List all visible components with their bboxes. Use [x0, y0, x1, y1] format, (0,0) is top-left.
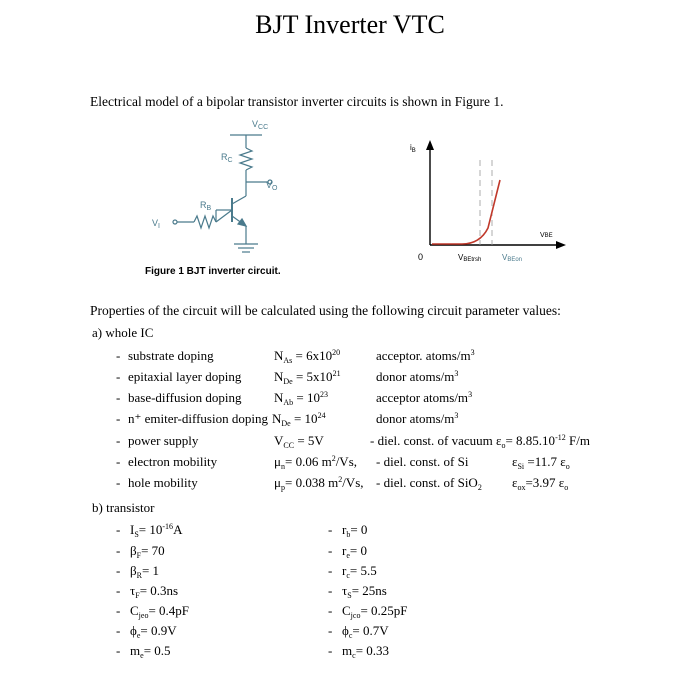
param-unit: donor atoms/$m^3$: [376, 411, 459, 426]
transistor-param: $\tau_F= 0.3ns$: [130, 583, 179, 600]
vi-terminal: [173, 220, 177, 224]
vbe-thresh-label: VBEtrsh: [458, 253, 482, 263]
param-name: power supply: [128, 433, 199, 448]
vbe-axis-arrow: [556, 241, 566, 249]
origin-label: 0: [418, 252, 424, 262]
intro-text: Electrical model of a bipolar transistor inverter circuits is shown in Figure 1.: [90, 94, 504, 109]
param-value: $N_{As} = 6x10^{20}$: [274, 348, 341, 365]
transistor-param: $\beta_R= 1$: [130, 563, 160, 580]
param-value: $N_{De} = 10^{24}$: [272, 411, 326, 428]
param-name: base-diffusion doping: [128, 390, 242, 405]
param-value: $N_{De} = 5x10^{21}$: [274, 369, 341, 386]
transistor-param: $\phi_c= 0.7V$: [342, 623, 389, 640]
param-name: hole mobility: [128, 475, 198, 490]
eps-si: $\varepsilon_{Si} =11.7$ $\varepsilon_o$: [512, 454, 570, 471]
eps-ox: $\varepsilon_{ox}=3.97$ $\varepsilon_o$: [512, 475, 569, 492]
transistor-param: $C_{jeo}= 0.4pF$: [130, 603, 190, 620]
figure-caption: Figure 1 BJT inverter circuit.: [145, 266, 281, 277]
transistor-param: $m_e= 0.5$: [130, 643, 171, 660]
param-unit: acceptor atoms/$m^3$: [376, 390, 473, 405]
param-value: $N_{Ab} = 10^{23}$: [274, 390, 329, 407]
transistor-param: $r_e= 0$: [342, 543, 367, 560]
transistor-param: $\beta_F= 70$: [130, 543, 165, 560]
emitter-arrow: [238, 219, 246, 226]
param-unit: acceptor. atoms/$m^3$: [376, 348, 475, 363]
param-value: $\mu_p= 0.038$ $m^2/Vs$,: [274, 475, 364, 492]
figure-1: [0, 0, 700, 290]
transistor-param: $C_{jco}= 0.25pF$: [342, 603, 408, 620]
vcc-label: $V_{CC}$: [252, 119, 269, 131]
transistor-collector: [232, 196, 246, 204]
section-b-heading: b) transistor: [92, 500, 155, 515]
rb-label: $R_B$: [200, 200, 212, 212]
vbe-on-label: VBEon: [502, 253, 523, 263]
ib-axis-arrow: [426, 140, 434, 150]
param-name: n⁺ emiter-diffusion doping: [128, 411, 268, 426]
param-name: electron mobility: [128, 454, 218, 469]
rc-label: $R_C$: [221, 152, 233, 164]
transistor-param: $I_S= 10^{-16}A$: [130, 522, 183, 539]
param-name: epitaxial layer doping: [128, 369, 242, 384]
param-value: $V_{CC} = 5V$: [274, 433, 324, 450]
page-title: BJT Inverter VTC: [255, 10, 445, 39]
transistor-param: $\phi_e= 0.9V$: [130, 623, 177, 640]
ib-curve: [432, 180, 500, 244]
rb-resistor: [194, 216, 216, 228]
vbe-axis-label: VBE: [540, 232, 553, 239]
vi-label: $V_I$: [152, 218, 160, 230]
transistor-param: $r_c= 5.5$: [342, 563, 377, 580]
param-value: $\mu_n= 0.06$ $m^2/Vs$,: [274, 454, 357, 471]
transistor-param: $\tau_S= 25ns$: [342, 583, 387, 600]
transistor-param: $m_c= 0.33$: [342, 643, 390, 660]
diel-sio2: - diel. const. of SiO$_2$: [376, 475, 482, 492]
properties-intro: Properties of the circuit will be calculated using the following circuit parameter values:: [90, 303, 561, 318]
diel-si: - diel. const. of Si: [376, 454, 469, 469]
ib-label: $i_B$: [410, 143, 416, 154]
rc-resistor: [240, 148, 252, 170]
param-unit: donor atoms/$m^3$: [376, 369, 459, 384]
transistor-param: $r_b= 0$: [342, 522, 368, 539]
vo-label: $V_O$: [266, 180, 278, 192]
diel-vacuum: - diel. const. of vacuum $\varepsilon_o= 8.85.10^{-12}$ F/m: [370, 433, 590, 450]
param-name: substrate doping: [128, 348, 214, 363]
ib-vbe-plot: [410, 140, 566, 263]
section-a-heading: a) whole IC: [92, 325, 154, 340]
